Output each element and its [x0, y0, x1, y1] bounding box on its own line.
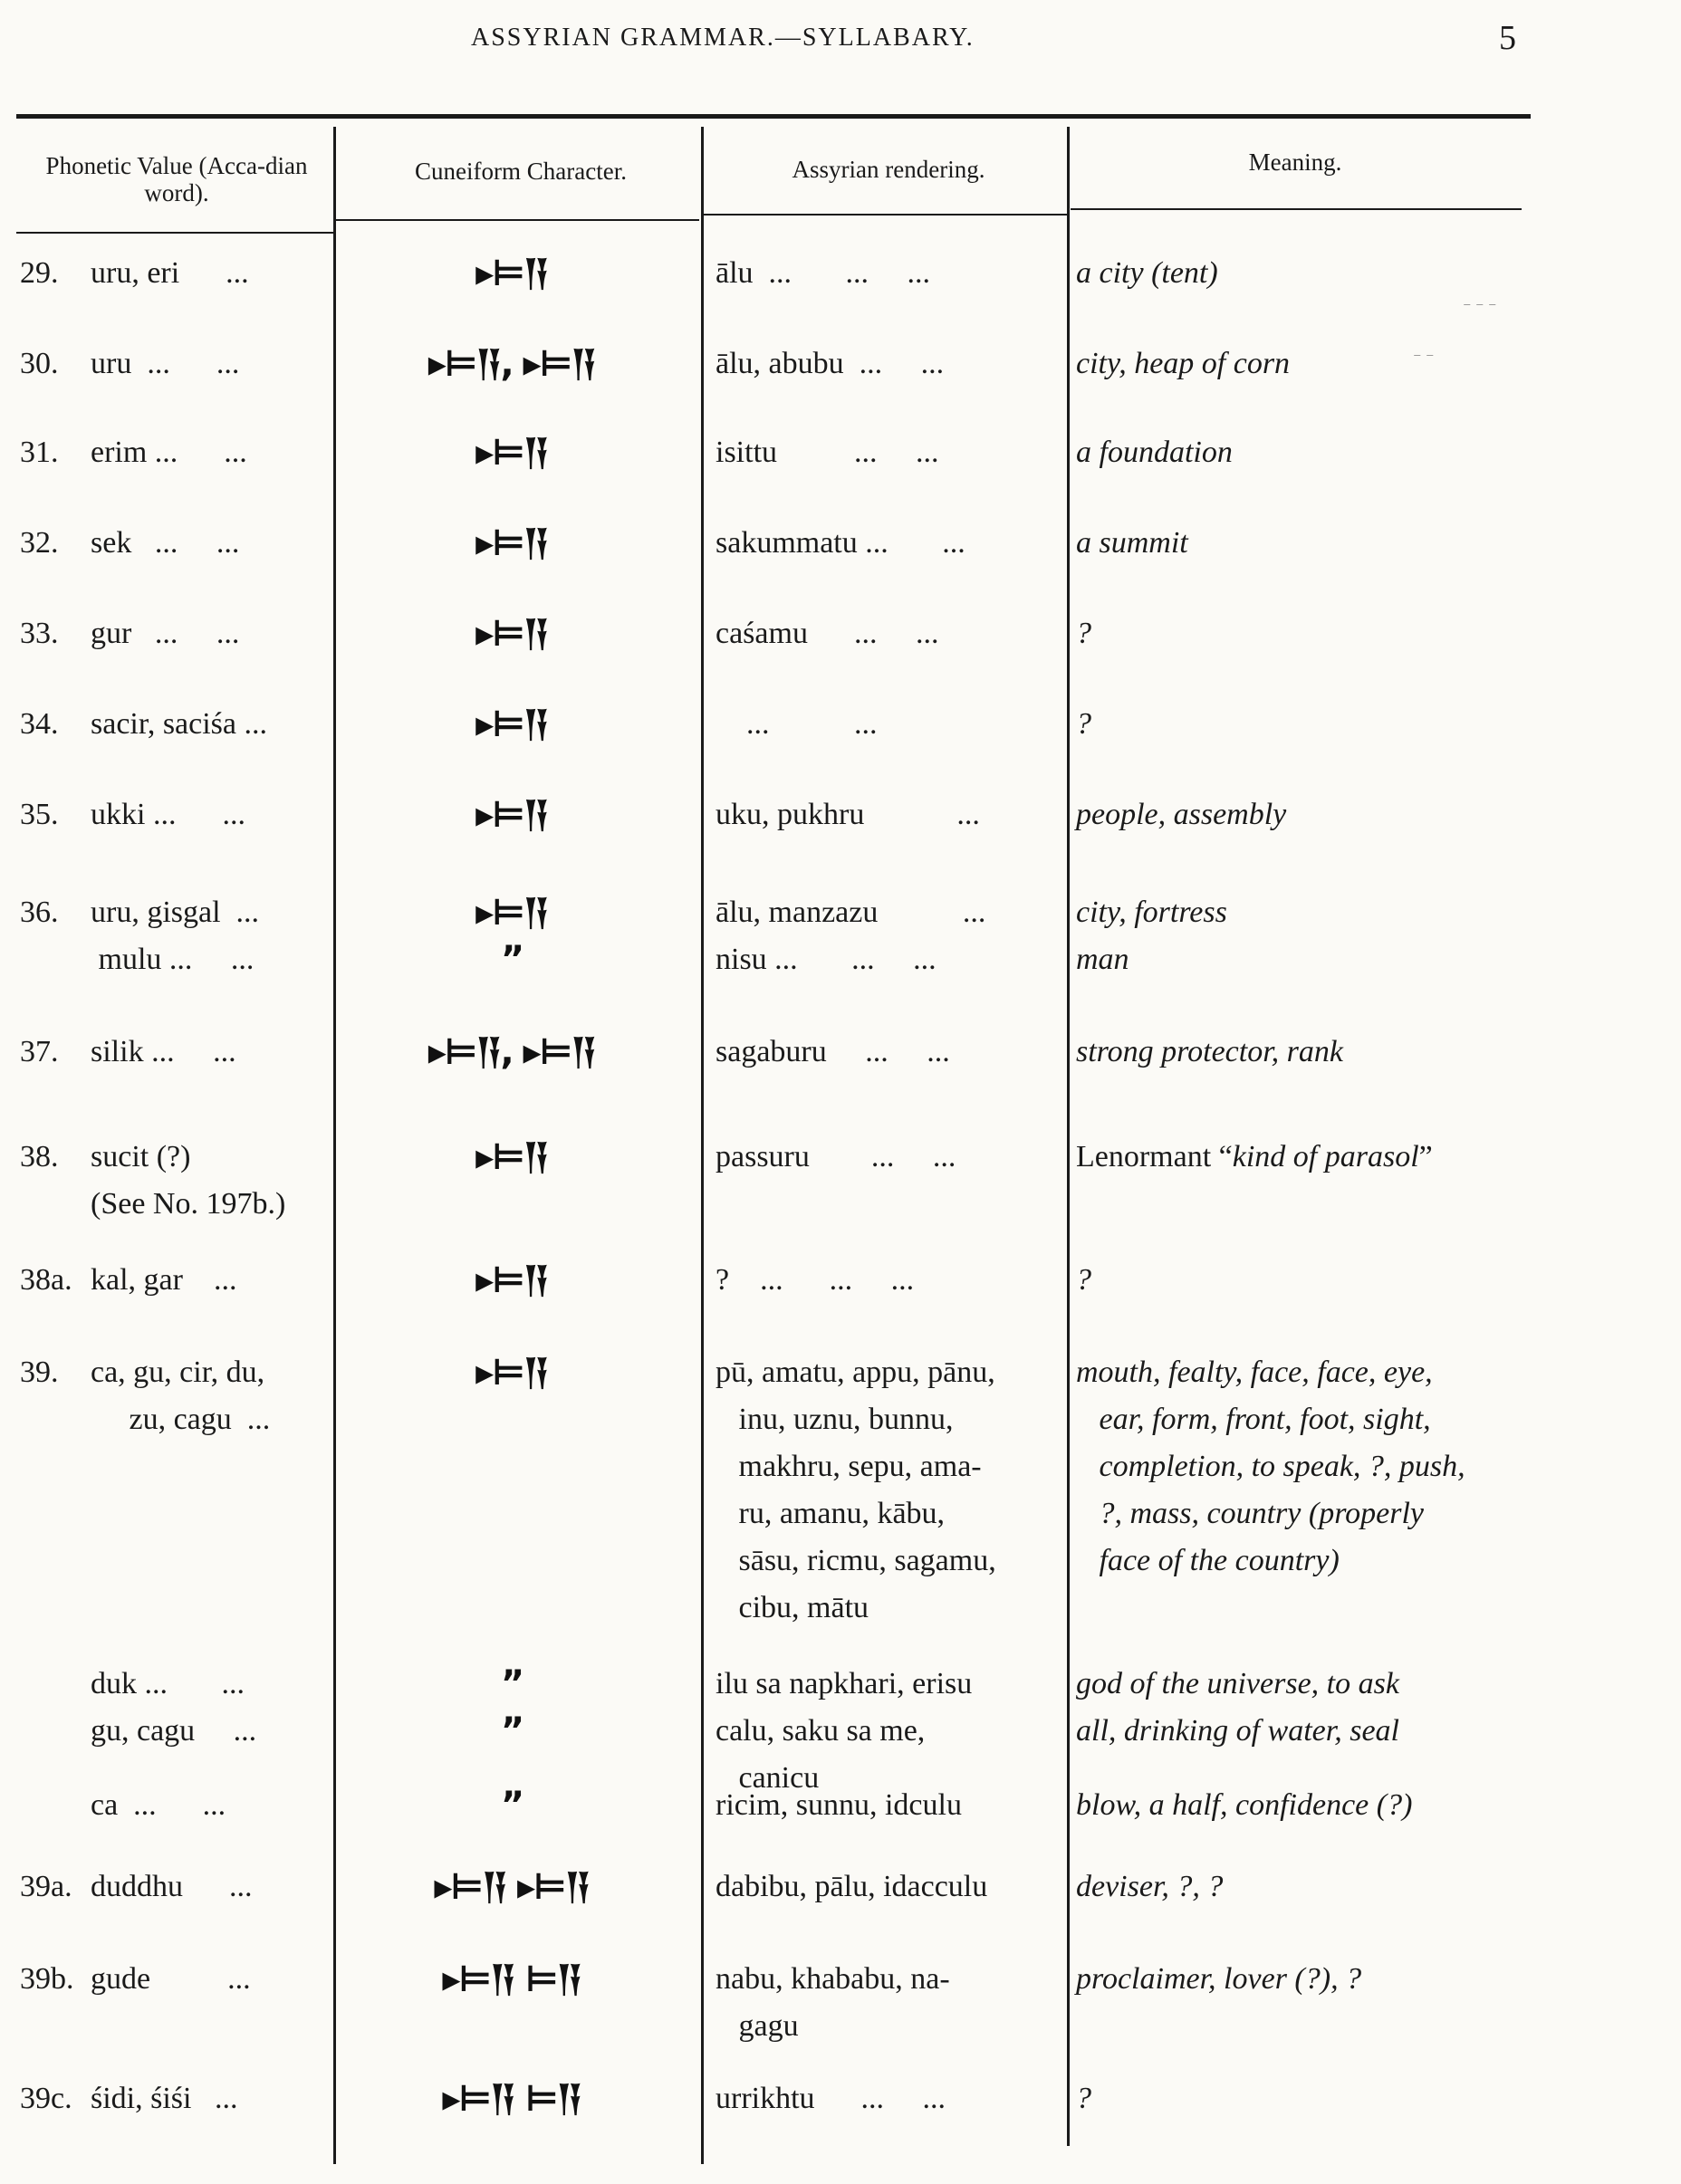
entry-number: 37.: [20, 1035, 59, 1068]
assyrian-rendering: ricim, sunnu, idculu: [716, 1788, 962, 1822]
header-underline-cuneiform: [335, 219, 699, 221]
phonetic-value: sacir, saciśa ...: [91, 707, 268, 741]
phonetic-value: sucit (?) (See No. 197b.): [91, 1140, 286, 1221]
meaning: deviser, ?, ?: [1076, 1870, 1224, 1903]
assyrian-rendering: dabibu, pālu, idacculu: [716, 1870, 988, 1903]
cuneiform-character: ▸⊨𒀀: [475, 704, 548, 745]
entry-number: 39.: [20, 1355, 59, 1389]
meaning: mouth, fealty, face, face, eye, ear, form, front, foot, sight, completion, to speak, ?, push, ?, mass, country (properly face of the country): [1076, 1355, 1465, 1577]
assyrian-rendering: caśamu ... ...: [716, 617, 939, 650]
cuneiform-character: ”: [500, 1785, 524, 1826]
entry-number: 38.: [20, 1140, 59, 1173]
top-rule: [16, 114, 1531, 119]
header-underline-meaning: [1071, 208, 1522, 210]
cuneiform-character: ” ”: [500, 1663, 524, 1752]
meaning: city, heap of corn: [1076, 347, 1291, 380]
cuneiform-character: ▸⊨𒀀 ▸⊨𒀀: [434, 1866, 590, 1908]
cuneiform-character: ▸⊨𒀀: [475, 522, 548, 564]
phonetic-value: ca, gu, cir, du, zu, cagu ...: [91, 1355, 271, 1436]
entry-number: 32.: [20, 526, 59, 560]
meaning-prefix: Lenormant “: [1076, 1140, 1233, 1173]
meaning: proclaimer, lover (?), ?: [1076, 1962, 1362, 1996]
phonetic-value: silik ... ...: [91, 1035, 236, 1068]
column-header-cuneiform: Cuneiform Character.: [415, 158, 627, 185]
header-underline-assyrian: [703, 214, 1067, 216]
assyrian-rendering: ālu ... ... ...: [716, 256, 931, 290]
cuneiform-character: ▸⊨𒀀 ⊨𒀀: [442, 1959, 581, 2000]
assyrian-rendering: ? ... ... ...: [716, 1263, 915, 1297]
meaning: ?: [1076, 707, 1091, 741]
meaning: ?: [1076, 2082, 1091, 2115]
meaning-suffix: ”: [1418, 1140, 1433, 1173]
meaning: [1076, 1134, 1433, 1181]
assyrian-rendering: pū, amatu, appu, pānu, inu, uznu, bunnu, makhru, sepu, ama- ru, amanu, kābu, sāsu, ricmu, sagamu, cibu, mātu: [716, 1355, 996, 1624]
entry-number: 29.: [20, 256, 59, 290]
phonetic-value: uru, eri ...: [91, 256, 249, 290]
phonetic-value: uru, gisgal ... mulu ... ...: [91, 896, 260, 976]
meaning: god of the universe, to ask all, drinking of water, seal: [1076, 1667, 1399, 1748]
phonetic-value: ca ... ...: [91, 1788, 226, 1822]
cuneiform-character: ▸⊨𒀀: [475, 1136, 548, 1178]
meaning: city, fortress man: [1076, 896, 1227, 976]
phonetic-value: erim ... ...: [91, 436, 247, 469]
cuneiform-character: ▸⊨𒀀: [475, 253, 548, 294]
assyrian-rendering: ... ...: [716, 707, 878, 741]
meaning: a summit: [1076, 526, 1188, 560]
running-header-title: ASSYRIAN GRAMMAR.—SYLLABARY.: [471, 24, 975, 52]
assyrian-rendering: ilu sa napkhari, erisu calu, saku sa me, canicu: [716, 1667, 973, 1795]
meaning: people, assembly: [1076, 798, 1287, 831]
assyrian-rendering: isittu ... ...: [716, 436, 939, 469]
phonetic-value: duk ... ... gu, cagu ...: [91, 1667, 257, 1748]
meaning: strong protector, rank: [1076, 1035, 1343, 1068]
column-header-meaning: Meaning.: [1248, 148, 1342, 176]
phonetic-value: sek ... ...: [91, 526, 240, 560]
entry-number: 36.: [20, 896, 59, 929]
cuneiform-character: ▸⊨𒀀, ▸⊨𒀀: [427, 343, 596, 385]
cuneiform-character: ▸⊨𒀀 ”: [475, 892, 548, 981]
print-speck: ⁻ ⁻ ⁻: [1463, 299, 1497, 317]
page-number: 5: [1499, 19, 1516, 57]
column-header-assyrian: Assyrian rendering.: [792, 156, 985, 183]
entry-number: 34.: [20, 707, 59, 741]
phonetic-value: gur ... ...: [91, 617, 240, 650]
cuneiform-character: ▸⊨𒀀: [475, 432, 548, 474]
meaning-quoted: kind of parasol: [1232, 1140, 1419, 1173]
entry-number: 31.: [20, 436, 59, 469]
cuneiform-character: ▸⊨𒀀: [475, 1260, 548, 1301]
column-divider-2: [701, 127, 704, 2164]
print-speck: ⁻ ⁻: [1413, 350, 1435, 368]
meaning: a city (tent): [1076, 256, 1218, 290]
phonetic-value: gude ...: [91, 1962, 251, 1996]
header-underline-phonetic: [16, 232, 335, 234]
phonetic-value: ukki ... ...: [91, 798, 245, 831]
cuneiform-character: ▸⊨𒀀, ▸⊨𒀀: [427, 1031, 596, 1073]
entry-number: 35.: [20, 798, 59, 831]
assyrian-rendering: sagaburu ... ...: [716, 1035, 950, 1068]
entry-number: 33.: [20, 617, 59, 650]
assyrian-rendering: sakummatu ... ...: [716, 526, 965, 560]
entry-number: 39a.: [20, 1870, 72, 1903]
assyrian-rendering: urrikhtu ... ...: [716, 2082, 946, 2115]
meaning: ?: [1076, 1263, 1091, 1297]
entry-number: 39b.: [20, 1962, 74, 1996]
meaning: ?: [1076, 617, 1091, 650]
phonetic-value: uru ... ...: [91, 347, 240, 380]
cuneiform-character: ▸⊨𒀀: [475, 1352, 548, 1394]
entry-number: 30.: [20, 347, 59, 380]
cuneiform-character: ▸⊨𒀀 ⊨𒀀: [442, 2078, 581, 2120]
entry-number: 39c.: [20, 2082, 72, 2115]
assyrian-rendering: nabu, khababu, na- gagu: [716, 1962, 950, 2043]
cuneiform-character: ▸⊨𒀀: [475, 613, 548, 655]
phonetic-value: kal, gar ...: [91, 1263, 237, 1297]
assyrian-rendering: passuru ... ...: [716, 1140, 956, 1173]
meaning: a foundation: [1076, 436, 1233, 469]
meaning: blow, a half, confidence (?): [1076, 1788, 1413, 1822]
assyrian-rendering: ālu, manzazu ... nisu ... ... ...: [716, 896, 986, 976]
column-divider-3: [1067, 127, 1070, 2146]
cuneiform-character: ▸⊨𒀀: [475, 794, 548, 836]
phonetic-value: duddhu ...: [91, 1870, 253, 1903]
assyrian-rendering: uku, pukhru ...: [716, 798, 980, 831]
column-header-phonetic: Phonetic Value (Acca-dian word).: [45, 152, 308, 206]
phonetic-value: śidi, śiśi ...: [91, 2082, 238, 2115]
assyrian-rendering: ālu, abubu ... ...: [716, 347, 945, 380]
entry-number: 38a.: [20, 1263, 72, 1297]
